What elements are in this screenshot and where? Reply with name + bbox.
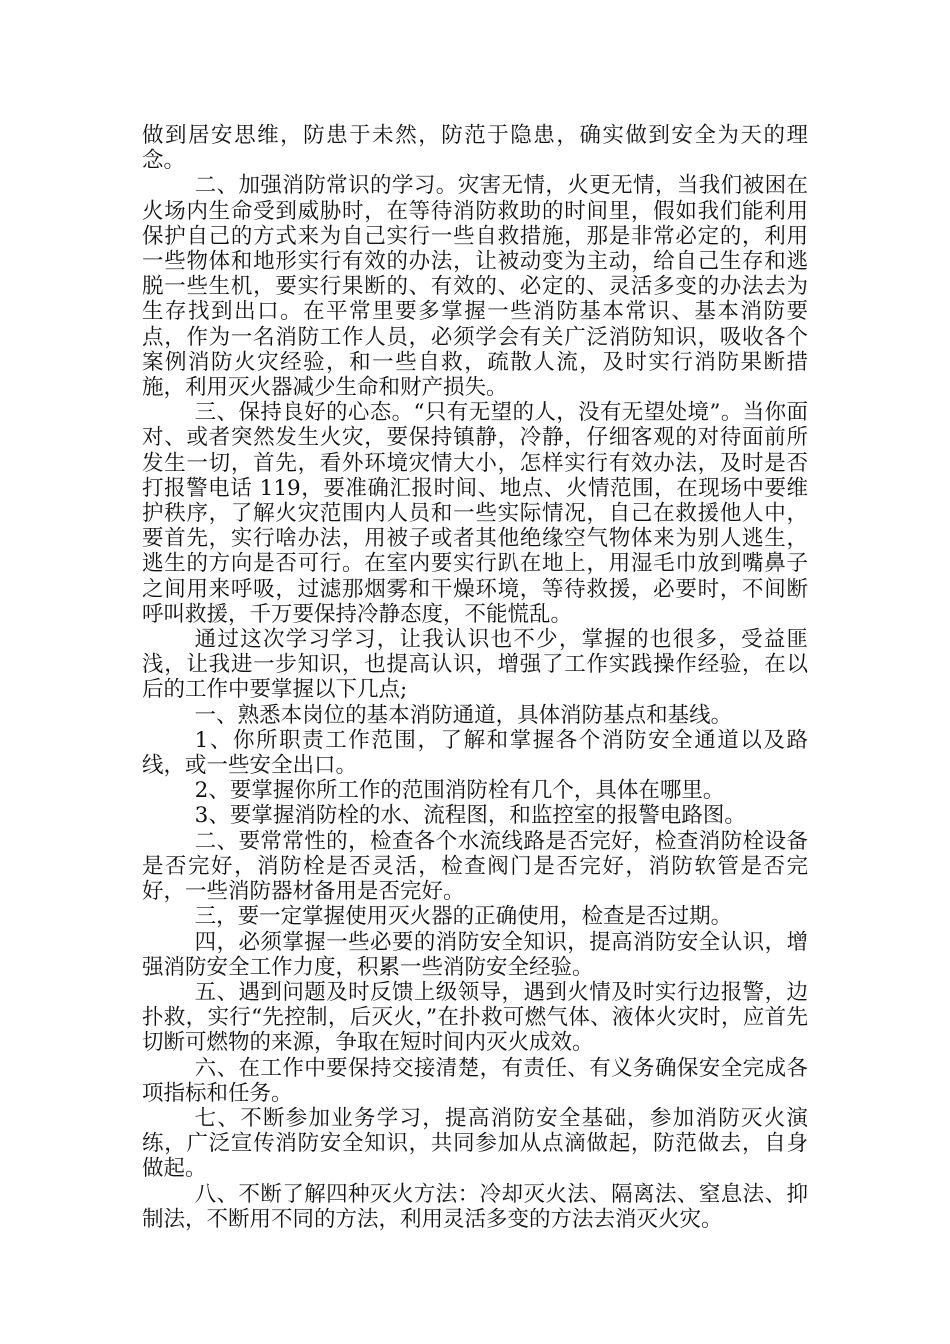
paragraph-point-4: 四，必须掌握一些必要的消防安全知识，提高消防安全认识，增强消防安全工作力度，积累一些消防安全经验。	[142, 929, 808, 980]
paragraph-fire-knowledge: 二、加强消防常识的学习。灾害无情，火更无情，当我们被困在火场内生命受到威胁时，在等待消防救助的时间里，假如我们能利用保护自己的方式来为自己实行一些自救措施，那是非常必定的，利用一些物体和地形实行有效的办法，让被动变为主动，给自己生存和逃脱一些生机，要实行果断的、有效的、必定的、灵活多变的办法去为生存找到出口。在平常里要多掌握一些消防基本常识、基本消防要点，作为一名消防工作人员，必须学会有关广泛消防知识，吸收各个案例消防火灾经验，和一些自救，疏散人流，及时实行消防果断措施，利用灭火器减少生命和财产损失。	[142, 173, 808, 401]
paragraph-point-1-3: 3、要掌握消防栓的水、流程图，和监控室的报警电路图。	[194, 803, 746, 829]
paragraph-learning-summary: 通过这次学习学习，让我认识也不少，掌握的也很多，受益匪浅，让我进一步知识，也提高认识，增强了工作实践操作经验，在以后的工作中要掌握以下几点;	[142, 627, 808, 703]
paragraph-point-2: 二、要常常性的，检查各个水流线路是否完好，检查消防栓设备是否完好，消防栓是否灵活，检查阀门是否完好，消防软管是否完好，一些消防器材备用是否完好。	[142, 828, 808, 905]
paragraph-point-6: 六、在工作中要保持交接清楚，有责任、有义务确保安全完成各项指标和任务。	[142, 1055, 808, 1106]
paragraph-point-1: 一、熟悉本岗位的基本消防通道，具体消防基点和基线。	[194, 702, 733, 728]
paragraph-point-1-2: 2、要掌握你所工作的范围消防栓有几个，具体在哪里。	[194, 778, 725, 804]
paragraph-point-5: 五、遇到问题及时反馈上级领导，遇到火情及时实行边报警，边扑救，实行“先控制，后灭火，”在扑救可燃气体、液体火灾时，应首先切断可燃物的来源，争取在短时间内灭火成效。	[142, 979, 808, 1056]
paragraph-point-7: 七、不断参加业务学习，提高消防安全基础，参加消防灭火演练，广泛宣传消防安全知识，共同参加从点滴做起，防范做去，自身做起。	[142, 1105, 808, 1182]
paragraph-point-8: 八、不断了解四种灭火方法：冷却灭火法、隔离法、窒息法、抑制法，不断用不同的方法，利用灵活多变的方法去消灭火灾。	[142, 1181, 808, 1232]
paragraph-point-3: 三，要一定掌握使用灭火器的正确使用，检查是否过期。	[194, 904, 733, 930]
paragraph-continuation: 做到居安思维，防患于未然，防范于隐患，确实做到安全为天的理念。	[142, 123, 808, 174]
document-body	[142, 123, 808, 1232]
paragraph-good-mindset: 三、保持良好的心态。“只有无望的人，没有无望处境”。当你面对、或者突然发生火灾，要保持镇静，冷静，仔细客观的对待面前所发生一切，首先，看外环境灾情大小，怎样实行有效办法，及时是否打报警电话 119，要准确汇报时间、地点、火情范围，在现场中要维护秩序，了解火灾范围内人员和一些实际情况，自己在救援他人中，要首先，实行啥办法，用被子或者其他绝缘空气物体来为别人逃生，逃生的方向是否可行。在室内要实行趴在地上，用湿毛巾放到嘴鼻子之间用来呼吸，过滤那烟雾和干燥环境，等待救援，必要时，不间断呼叫救援，千万要保持冷静态度，不能慌乱。	[142, 400, 808, 627]
paragraph-point-1-1: 1、你所职责工作范围，了解和掌握各个消防安全通道以及路线，或一些安全出口。	[142, 727, 808, 779]
